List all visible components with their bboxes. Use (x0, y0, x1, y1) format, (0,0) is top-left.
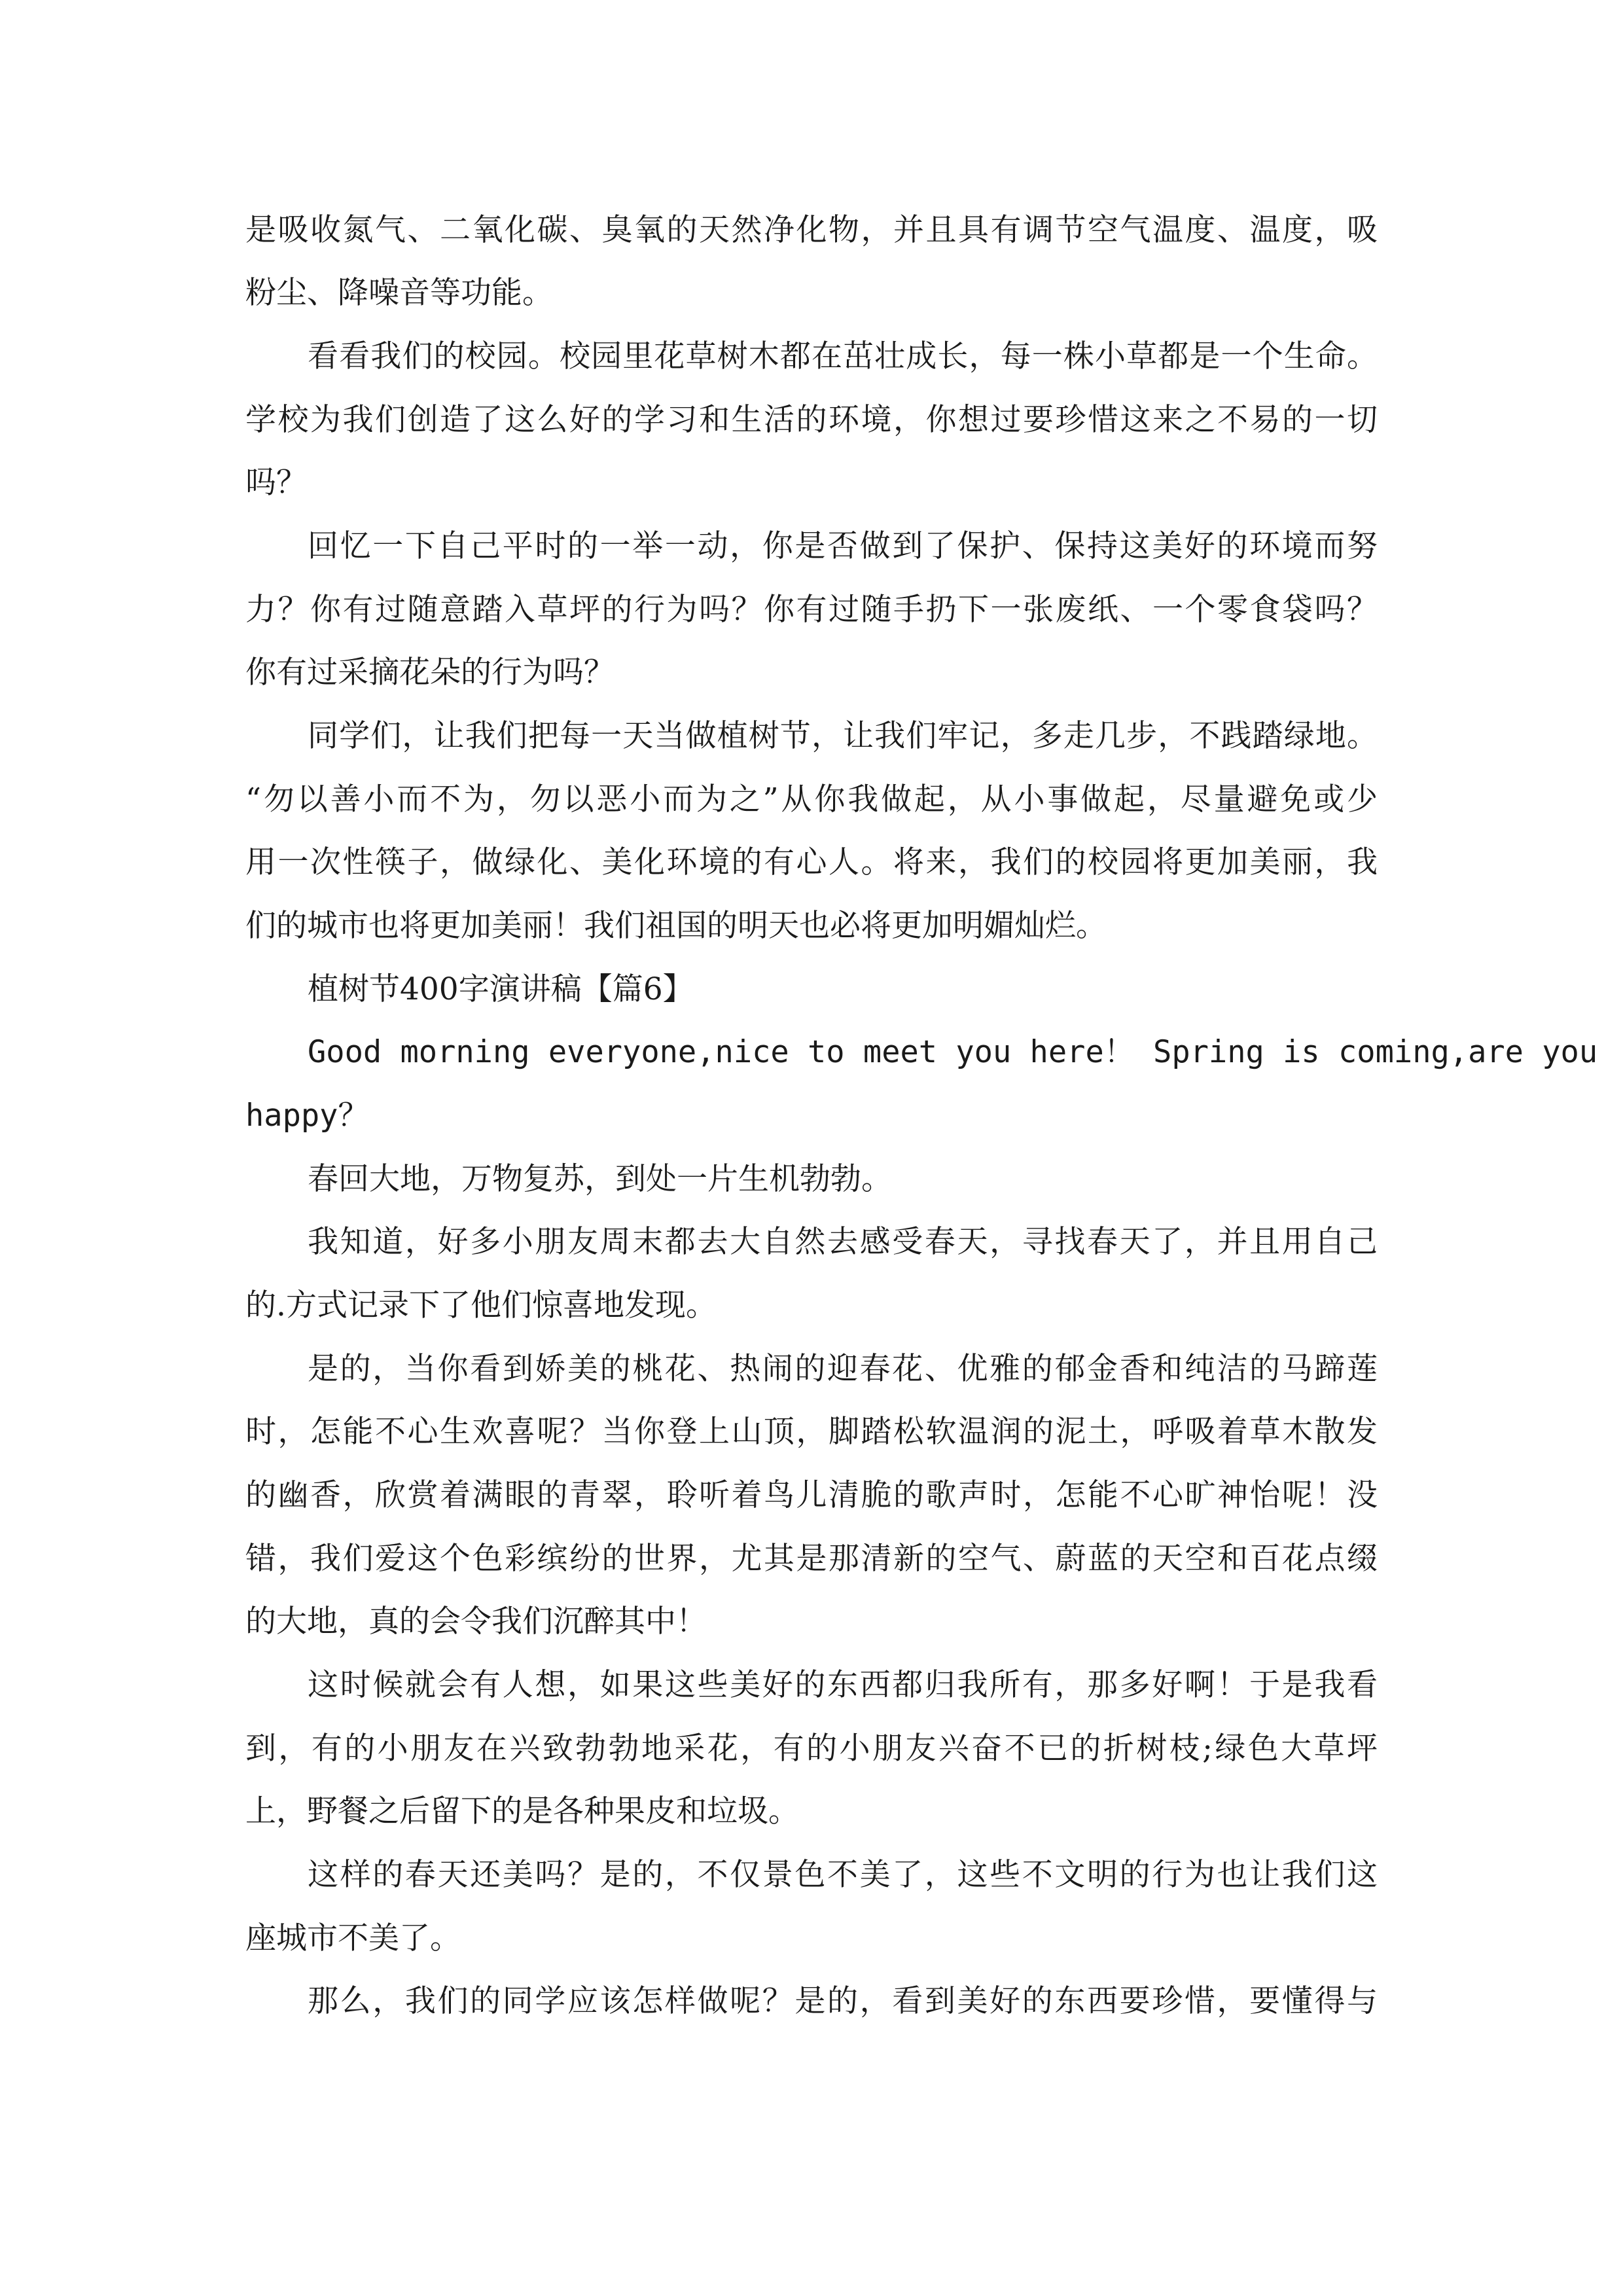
paragraph-first-line: 回忆一下自己平时的一举一动，你是否做到了保护、保持这美好的环境而努 (308, 528, 1378, 564)
text-line: 错，我们爱这个色彩缤纷的世界，尤其是那清新的空气、蔚蓝的天空和百花点缀 (245, 1541, 1378, 1577)
text-line: 的大地，真的会令我们沉醉其中！ (245, 1604, 707, 1640)
text-line: 上，野餐之后留下的是各种果皮和垃圾。 (245, 1793, 799, 1829)
paragraph-first-line: 我知道，好多小朋友周末都去大自然去感受春天，寻找春天了，并且用自己 (308, 1224, 1378, 1260)
paragraph-first-line: 看看我们的校园。校园里花草树木都在茁壮成长，每一株小草都是一个生命。 (308, 338, 1378, 374)
text-line: 吗？ (245, 465, 307, 501)
text-line: 用一次性筷子，做绿化、美化环境的有心人。将来，我们的校园将更加美丽，我 (245, 844, 1378, 880)
paragraph-first-line: Good morning everyone,nice to meet you here！ Spring is coming,are you (308, 1034, 1598, 1070)
text-line: 到，有的小朋友在兴致勃勃地采花，有的小朋友兴奋不已的折树枝;绿色大草坪 (245, 1731, 1378, 1767)
paragraph-first-line: 这样的春天还美吗？是的，不仅景色不美了，这些不文明的行为也让我们这 (308, 1857, 1378, 1893)
paragraph-first-line: 这时候就会有人想，如果这些美好的东西都归我所有，那多好啊！于是我看 (308, 1667, 1378, 1703)
paragraph-first-line: 那么，我们的同学应该怎样做呢？是的，看到美好的东西要珍惜，要懂得与 (308, 1983, 1378, 2019)
paragraph-first-line: 是的，当你看到娇美的桃花、热闹的迎春花、优雅的郁金香和纯洁的马蹄莲 (308, 1351, 1378, 1387)
text-line: 学校为我们创造了这么好的学习和生活的环境，你想过要珍惜这来之不易的一切 (245, 402, 1378, 438)
text-line: 们的城市也将更加美丽！我们祖国的明天也必将更加明媚灿烂。 (245, 908, 1107, 944)
text-line: 力？你有过随意踏入草坪的行为吗？你有过随手扔下一张废纸、一个零食袋吗？ (245, 592, 1378, 628)
section-heading: 植树节400字演讲稿【篇6】 (308, 971, 694, 1007)
text-line: 是吸收氮气、二氧化碳、臭氧的天然净化物，并且具有调节空气温度、温度，吸 (245, 212, 1378, 248)
text-line: 时，怎能不心生欢喜呢？当你登上山顶，脚踏松软温润的泥土，呼吸着草木散发 (245, 1414, 1378, 1450)
text-line: 的.方式记录下了他们惊喜地发现。 (245, 1287, 717, 1323)
paragraph-first-line: 春回大地，万物复苏，到处一片生机勃勃。 (308, 1161, 892, 1197)
text-line: 粉尘、降噪音等功能。 (245, 275, 553, 311)
text-line: happy？ (245, 1098, 369, 1134)
text-line: 的幽香，欣赏着满眼的青翠，聆听着鸟儿清脆的歌声时，怎能不心旷神怡呢！没 (245, 1477, 1378, 1513)
text-line: “勿以善小而不为，勿以恶小而为之”从你我做起，从小事做起，尽量避免或少 (245, 781, 1378, 817)
text-line: 你有过采摘花朵的行为吗？ (245, 655, 615, 691)
text-line: 座城市不美了。 (245, 1920, 461, 1956)
paragraph-first-line: 同学们，让我们把每一天当做植树节，让我们牢记，多走几步，不践踏绿地。 (308, 718, 1378, 754)
